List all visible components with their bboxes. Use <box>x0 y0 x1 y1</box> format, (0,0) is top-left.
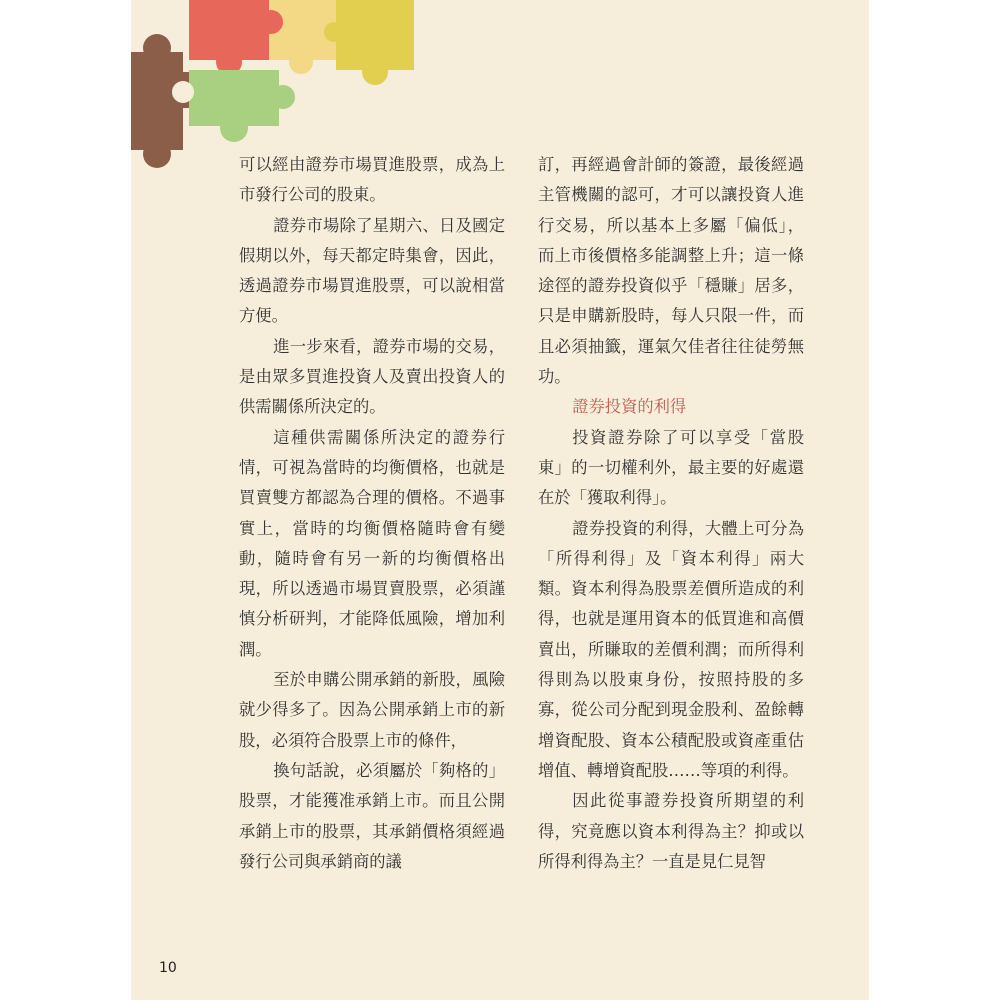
paragraph: 因此從事證券投資所期望的利得，究竟應以資本利得為主？抑或以所得利得為主？一直是見仁見智 <box>538 791 804 871</box>
paragraph: 訂，再經過會計師的簽證，最後經過主管機關的認可，才可以讓投資人進行交易，所以基本上多屬「偏低」，而上市後價格多能調整上升；這一條途徑的證券投資似乎「穩賺」居多，只是申購新股時，每人只限一件，而且必須抽籤，運氣欠佳者往往徒勞無功。 <box>538 155 804 387</box>
book-page <box>131 0 869 1000</box>
section-heading: 證券投資的利得 <box>572 397 687 417</box>
paragraph: 進一步來看，證券市場的交易，是由眾多買進投資人及賣出投資人的供需關係所決定的。 <box>239 336 505 417</box>
paragraph: 至於申購公開承銷的新股，風險就少得多了。因為公開承銷上市的新股，必須符合股票上市的條件， <box>239 670 505 750</box>
paragraph: 證券市場除了星期六、日及國定假期以外，每天都定時集會，因此，透過證券市場買進股票，可以說相當方便。 <box>239 215 505 326</box>
right-text-column <box>538 150 804 877</box>
paragraph: 證券投資的利得，大體上可分為「所得利得」及「資本利得」兩大類。資本利得為股票差價所造成的利得，也就是運用資本的低買進和高價賣出，所賺取的差價利潤；而所得利得則為以股東身份，按照持股的多寡，從公司分配到現金股利、盈餘轉增資配股、資本公積配股或資產重估增值、轉增資配股……等項的利得。 <box>538 518 804 780</box>
puzzle-piece-yellow <box>324 0 414 85</box>
paragraph: 投資證券除了可以享受「當股東」的一切權利外，最主要的好處還在於「獲取利得」。 <box>538 427 804 508</box>
page-number: 10 <box>159 960 177 976</box>
paragraph: 可以經由證券市場買進股票，成為上市發行公司的股東。 <box>239 155 505 205</box>
puzzle-pieces-icon <box>131 0 421 175</box>
paragraph: 這種供需關係所決定的證券行情，可視為當時的均衡價格，也就是買賣雙方都認為合理的價格。不過事實上，當時的均衡價格隨時會有變動，隨時會有另一新的均衡價格出現，所以透過市場買賣股票，必須謹慎分析研判，才能降低風險，增加利潤。 <box>239 427 505 659</box>
left-text-column <box>239 150 505 877</box>
paragraph: 換句話說，必須屬於「夠格的」股票，才能獲准承銷上市。而且公開承銷上市的股票，其承銷價格須經過發行公司與承銷商的議 <box>239 760 505 871</box>
puzzle-piece-green <box>172 70 295 142</box>
